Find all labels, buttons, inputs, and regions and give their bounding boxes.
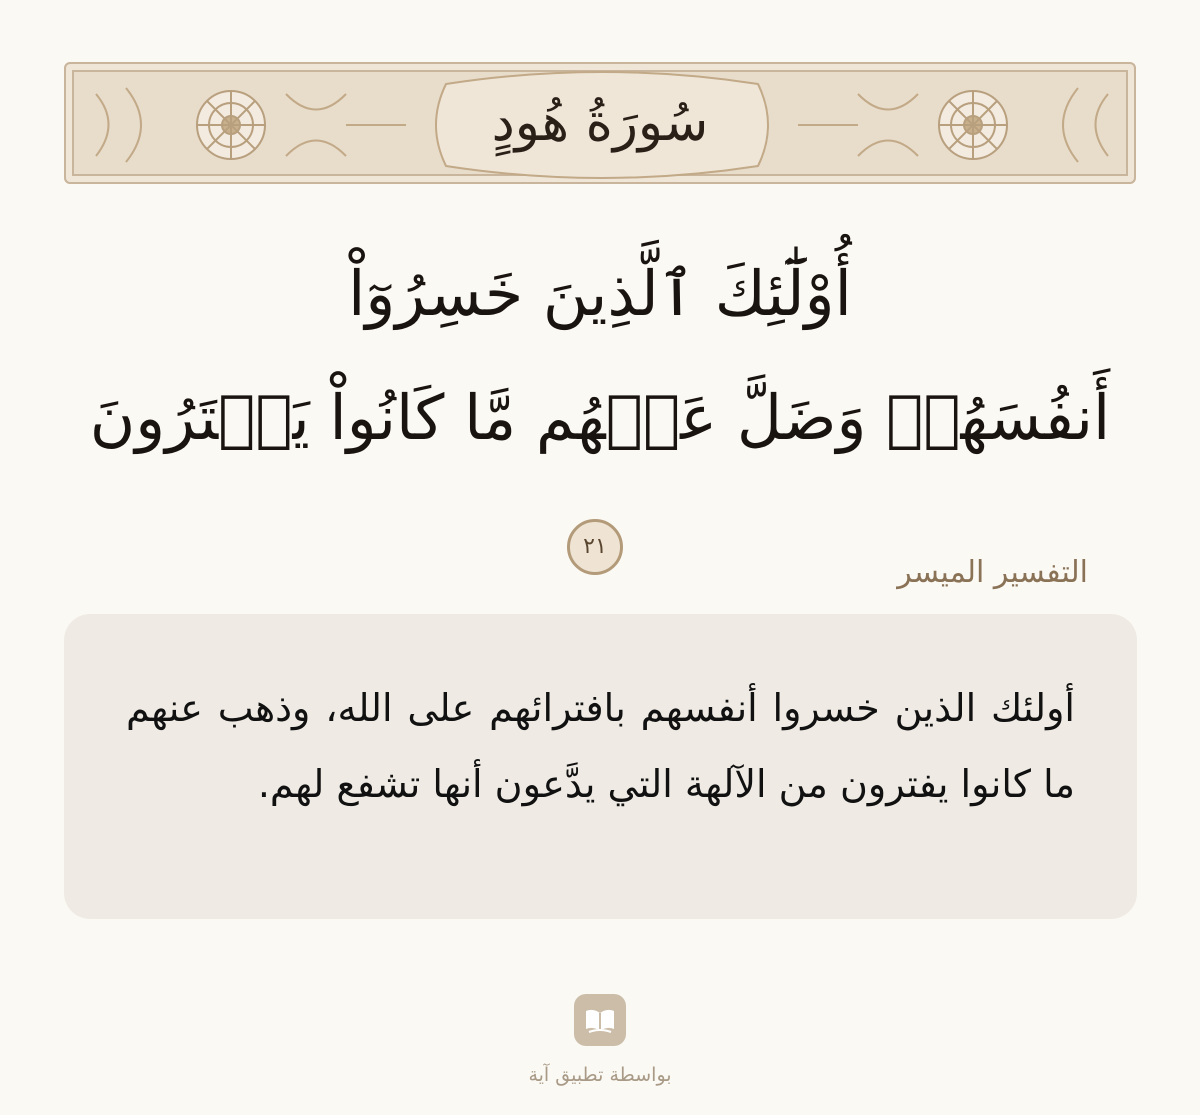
app-logo[interactable]: [574, 994, 626, 1046]
verse-line-1: أُوْلَٰٓئِكَ ٱلَّذِينَ خَسِرُوٓاْ: [348, 257, 852, 330]
app-credit: بواسطة تطبيق آية: [528, 1064, 672, 1086]
verse-line-2-text: أَنفُسَهُمۡ وَضَلَّ عَنۡهُم مَّا كَانُواْ يَفۡتَرُونَ: [89, 381, 1111, 454]
tafsir-text: أولئك الذين خسروا أنفسهم بافترائهم على الله، وذهب عنهم ما كانوا يفترون من الآلهة التي يدَّعون أنها تشفع لهم.: [126, 686, 1075, 806]
surah-title: سُورَةُ هُودٍ: [491, 93, 709, 153]
verse-text: [80, 232, 1120, 604]
tafsir-card: [64, 614, 1137, 919]
surah-banner: [64, 62, 1136, 184]
ayah-number-badge: ٢١: [567, 519, 623, 575]
open-book-icon: [584, 1005, 616, 1035]
tafsir-heading: التفسير الميسر: [897, 555, 1088, 590]
